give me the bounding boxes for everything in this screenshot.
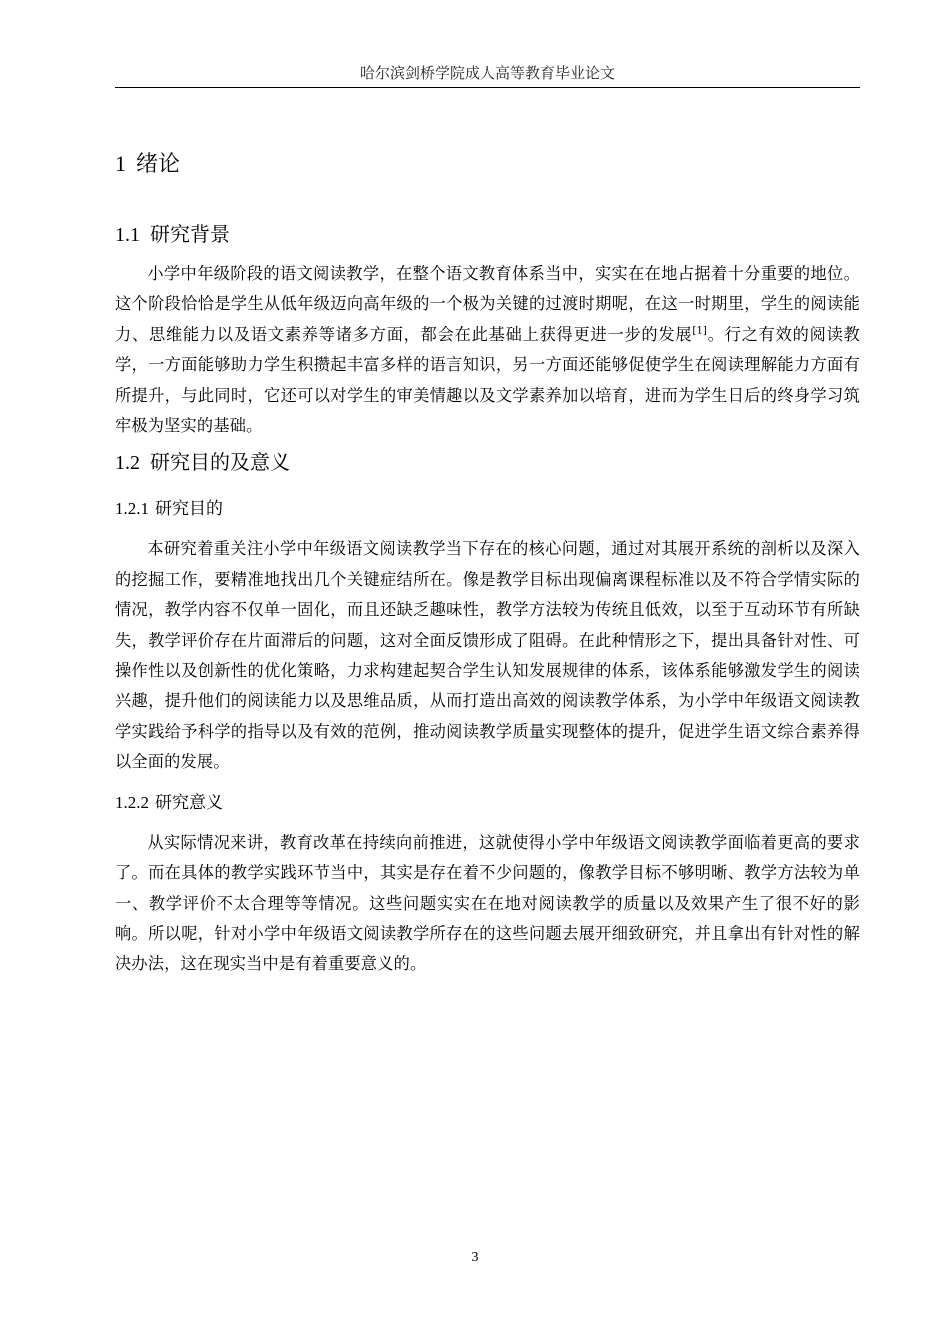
- citation-ref: [1]: [692, 325, 708, 337]
- significance-paragraph: 从实际情况来讲，教育改革在持续向前推进，这就使得小学中年级语文阅读教学面临着更高的要求了。而在具体的教学实践环节当中，其实是存在着不少问题的，像教学目标不够明晰、教学方法较为单一、教学评价不太合理等等情况。这些问题实实在在地对阅读教学的质量以及效果产生了很不好的影响。所以呢，针对小学中年级语文阅读教学所存在的这些问题去展开细致研究，并且拿出有针对性的解决办法，这在现实当中是有着重要意义的。: [115, 832, 860, 974]
- running-header: 哈尔滨剑桥学院成人高等教育毕业论文: [359, 64, 615, 82]
- background-paragraph: [115, 259, 860, 441]
- section-1-2-heading: [115, 445, 860, 480]
- section-1-2-number: 1.2: [115, 452, 140, 475]
- section-1-2-1-heading: [115, 494, 860, 524]
- page-number: 3: [471, 1250, 479, 1265]
- section-1-1-number: 1.1: [115, 224, 140, 246]
- section-1-2-title: 研究目的及意义: [150, 450, 290, 475]
- header-rule: [115, 87, 860, 88]
- background-text-start: 小学中年级阶段的语文阅读教学，在整个语文教育体系当中，实实在在地占据着十分重要的地位。这个阶段恰恰是学生从低年级迈向高年级的一个极为关键的过渡时期呢，在这一时期里，学生的阅读能力、思维能力以及语文素养等诸多方面，都会在此基础上获得更进一步的发展: [115, 264, 860, 344]
- chapter-number: 1: [115, 151, 126, 176]
- section-1-2-2-heading: [115, 788, 860, 818]
- chapter-heading: [115, 145, 860, 184]
- section-1-2-2-number: 1.2.2: [115, 792, 149, 812]
- background-text-end: 。行之有效的阅读教学，一方面能够助力学生积攒起丰富多样的语言知识，另一方面还能够促使学生在阅读理解能力方面有所提升，与此同时，它还可以对学生的审美情趣以及文学素养加以培育，进而为学生日后的终身学习筑牢极为坚实的基础。: [115, 324, 860, 436]
- purpose-paragraph: 本研究着重关注小学中年级语文阅读教学当下存在的核心问题，通过对其展开系统的剖析以及深入的挖掘工作，要精准地找出几个关键症结所在。像是教学目标出现偏离课程标准以及不符合学情实际的情况，教学内容不仅单一固化，而且还缺乏趣味性，教学方法较为传统且低效，以至于互动环节有所缺失，教学评价存在片面滞后的问题，这对全面反馈形成了阻碍。在此种情形之下，提出具备针对性、可操作性以及创新性的优化策略，力求构建起契合学生认知发展规律的体系，该体系能够激发学生的阅读兴趣，提升他们的阅读能力以及思维品质，从而打造出高效的阅读教学体系，为小学中年级语文阅读教学实践给予科学的指导以及有效的范例，推动阅读教学质量实现整体的提升，促进学生语文综合素养得以全面的发展。: [115, 539, 860, 772]
- section-1-1-title: 研究背景: [150, 222, 230, 246]
- section-1-2-1-number: 1.2.1: [115, 499, 149, 519]
- page-content: [115, 145, 860, 980]
- section-1-1-heading: [115, 217, 860, 252]
- section-1-2-2-title: 研究意义: [155, 792, 223, 813]
- section-1-2-1-title: 研究目的: [155, 499, 223, 520]
- chapter-title: 绪论: [136, 152, 181, 177]
